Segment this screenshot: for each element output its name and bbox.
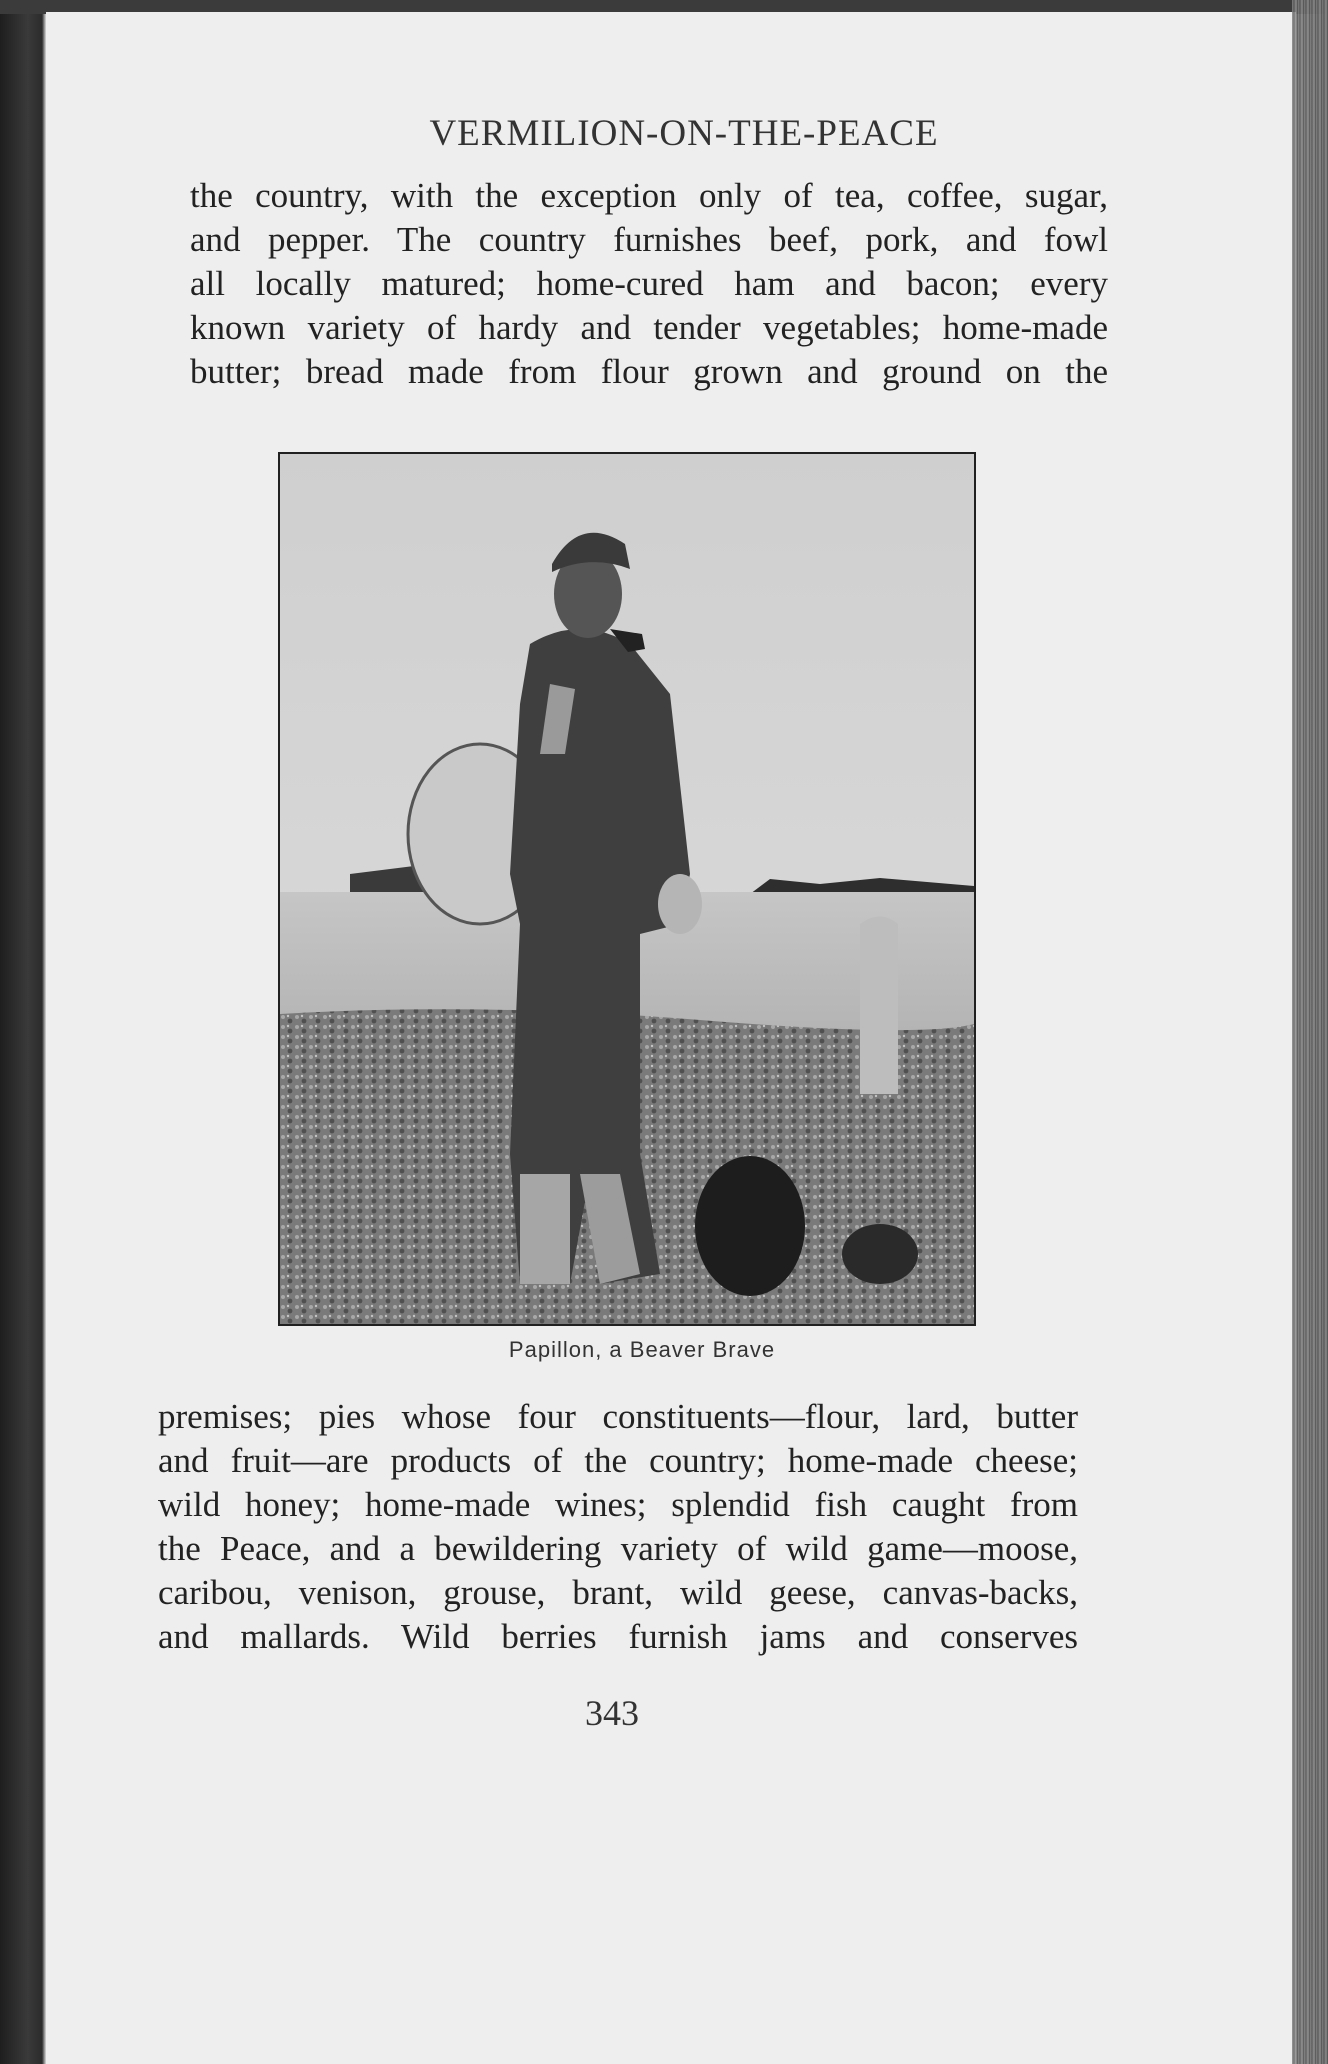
grave-post bbox=[860, 917, 898, 1095]
figure-caption bbox=[0, 1337, 1328, 1363]
text-line: all locally matured; home-cured ham and bacon; every bbox=[190, 264, 1108, 303]
leggings-left bbox=[520, 1174, 570, 1284]
running-title: VERMILION-ON-THE-PEACE bbox=[429, 113, 939, 154]
photo-illustration bbox=[280, 454, 974, 1324]
text-line: wild honey; home-made wines; splendid fish caught from bbox=[158, 1485, 1078, 1524]
page-number bbox=[0, 1692, 1328, 1734]
caption-text: Papillon, a Beaver Brave bbox=[508, 1337, 776, 1362]
page-number-text: 343 bbox=[585, 1693, 639, 1733]
body-paragraph-bottom bbox=[158, 1395, 1078, 1659]
dog-silhouette bbox=[695, 1156, 805, 1296]
cuff bbox=[658, 874, 702, 934]
text-line: the Peace, and a bewildering variety of wild game—moose, bbox=[158, 1529, 1078, 1568]
running-header bbox=[0, 112, 1328, 155]
text-line: and mallards. Wild berries furnish jams and conserves bbox=[158, 1617, 1078, 1656]
text-line: the country, with the exception only of tea, coffee, sugar, bbox=[190, 176, 1108, 215]
text-line: and fruit—are products of the country; home-made cheese; bbox=[158, 1441, 1078, 1480]
body-paragraph-top bbox=[190, 174, 1108, 394]
text-line: known variety of hardy and tender vegetables; home-made bbox=[190, 308, 1108, 347]
page-edges bbox=[1292, 0, 1328, 2064]
text-line: caribou, venison, grouse, brant, wild geese, canvas-backs, bbox=[158, 1573, 1078, 1612]
dark-bush bbox=[842, 1224, 918, 1284]
text-line: premises; pies whose four constituents—flour, lard, butter bbox=[158, 1397, 1078, 1436]
text-line: butter; bread made from flour grown and ground on the bbox=[190, 352, 1108, 391]
text-line: and pepper. The country furnishes beef, pork, and fowl bbox=[190, 220, 1108, 259]
photograph-papillon bbox=[278, 452, 976, 1326]
